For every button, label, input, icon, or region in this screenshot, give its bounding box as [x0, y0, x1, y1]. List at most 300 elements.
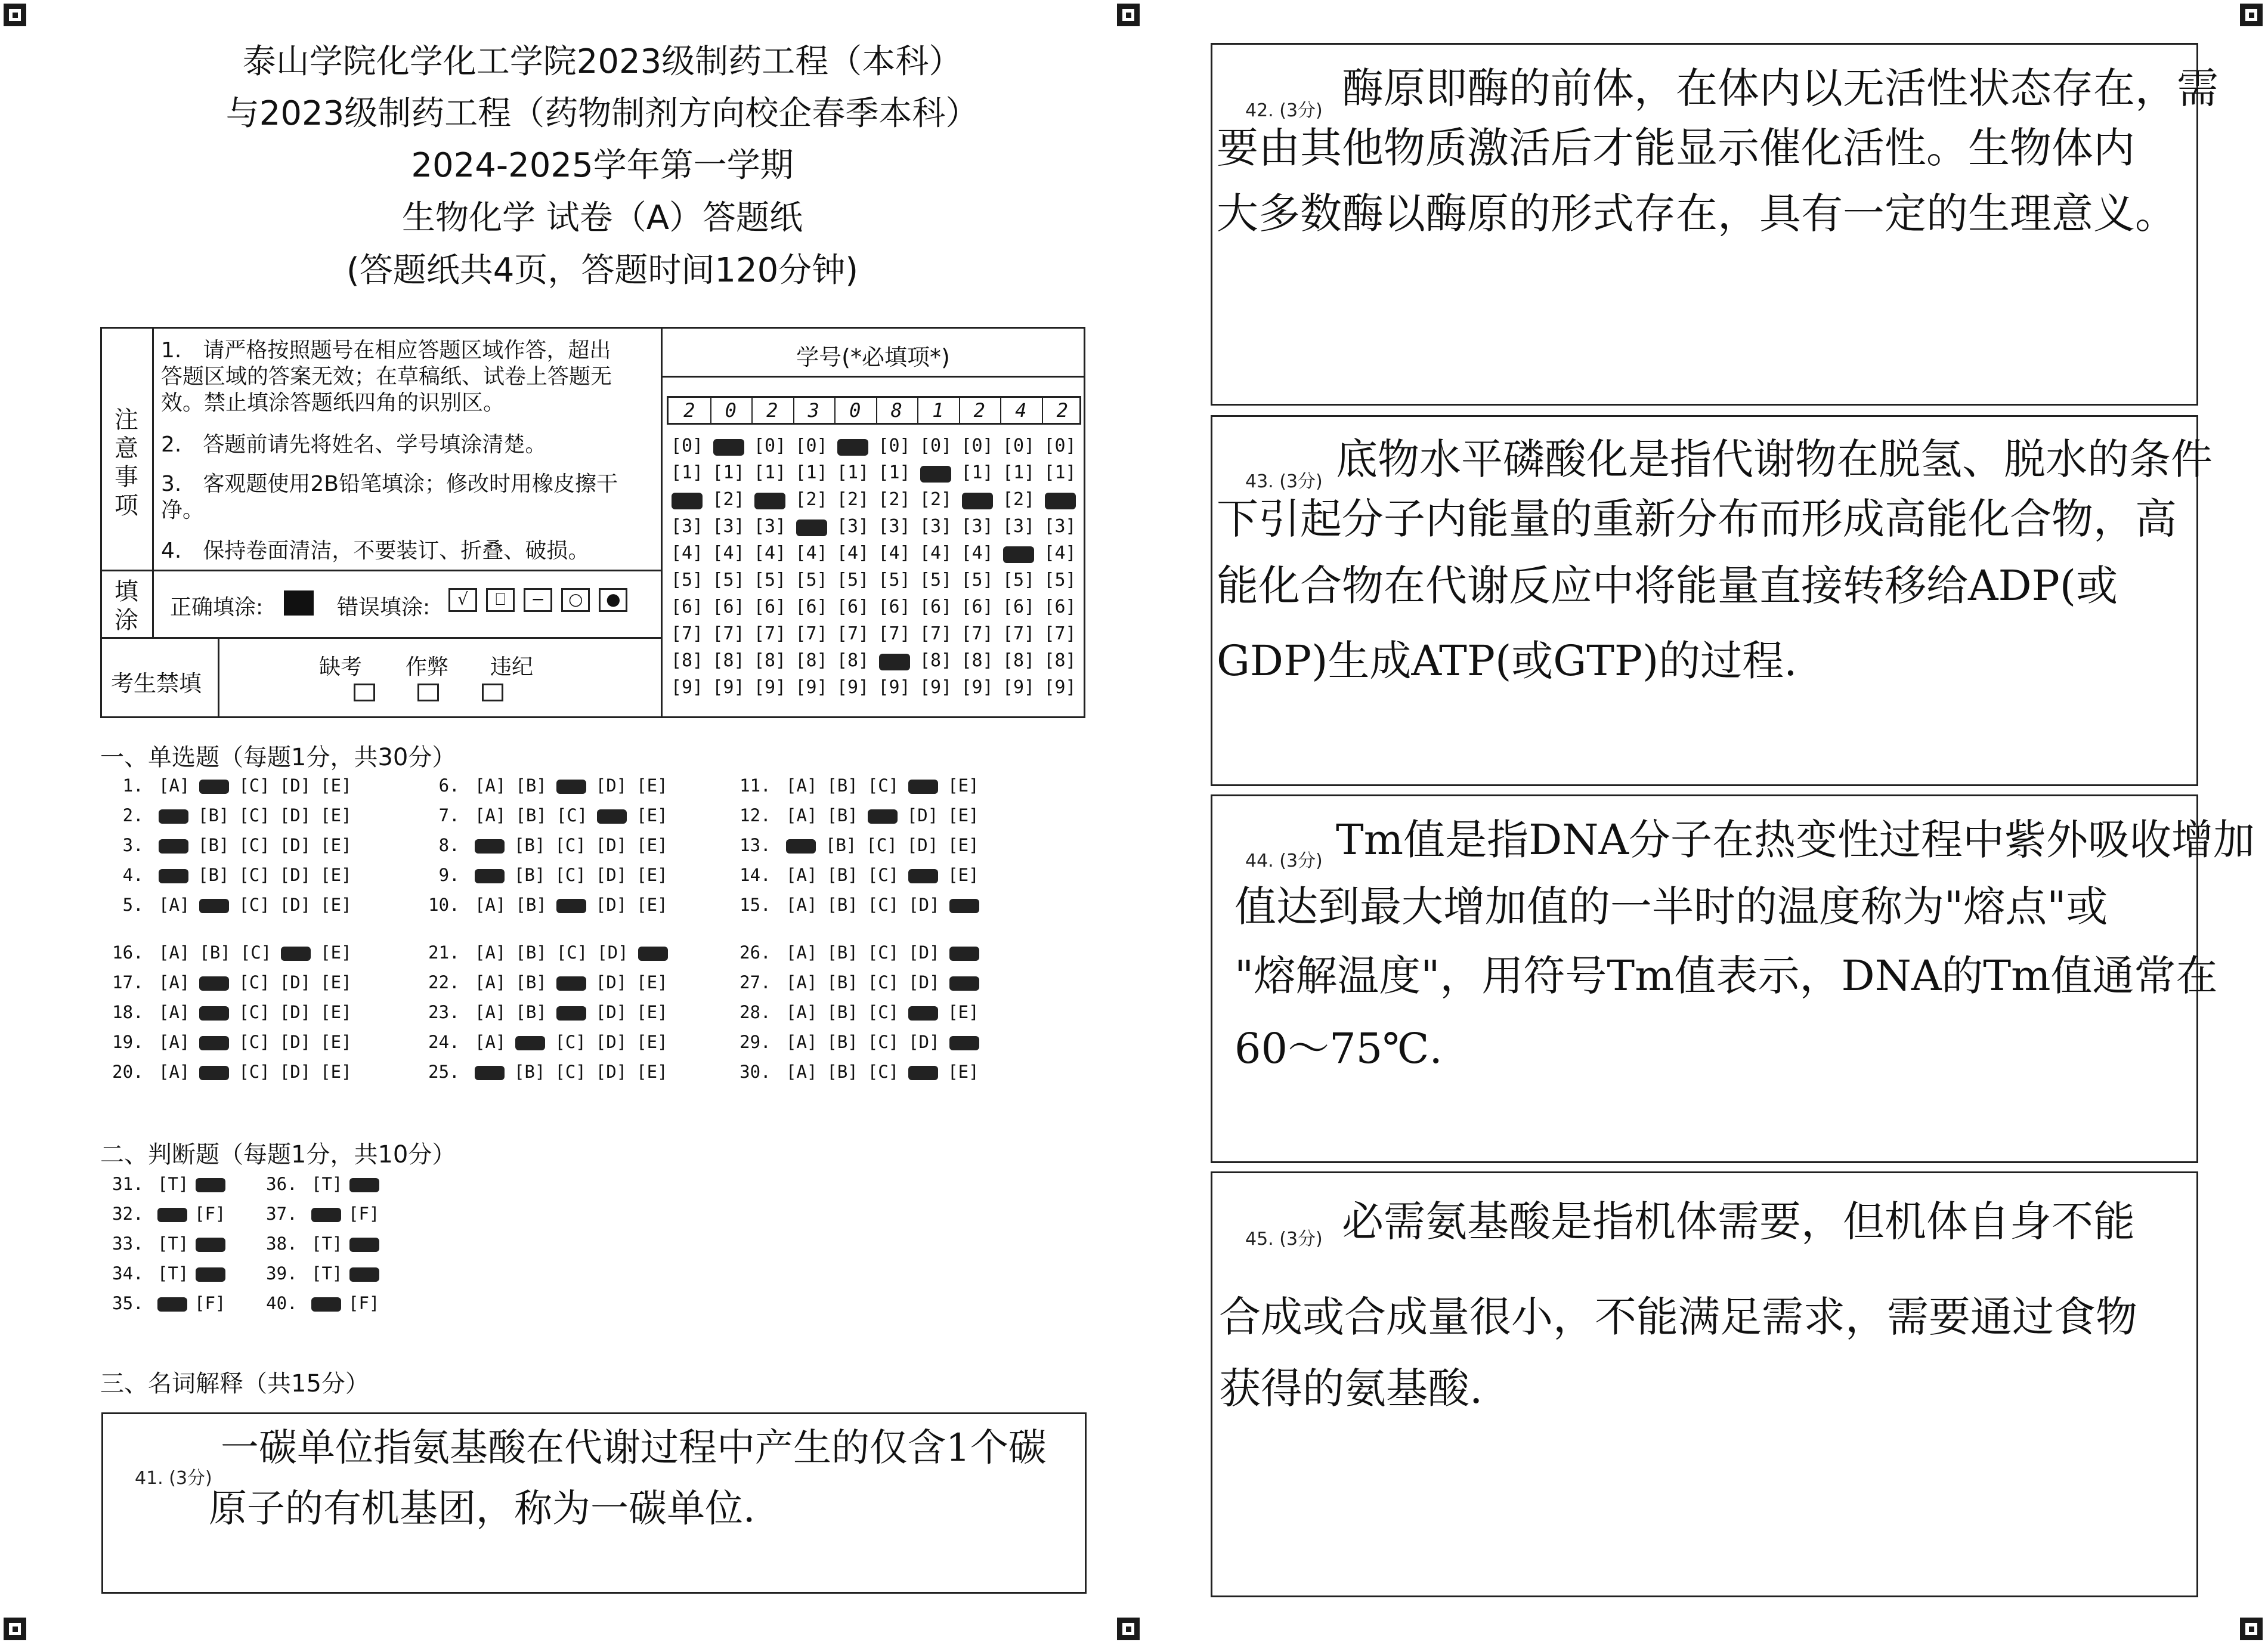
student-id-bubble[interactable]: [8] [753, 650, 787, 671]
answer-bubble[interactable]: [E] [320, 865, 352, 885]
answer-bubble[interactable]: [T] [157, 1174, 189, 1194]
answer-bubble[interactable]: [A] [159, 972, 190, 992]
answer-bubble[interactable]: [C] [239, 1002, 270, 1022]
student-id-bubble[interactable]: [0] [753, 435, 787, 456]
answer-bubble[interactable]: [B] [198, 805, 230, 825]
answer-bubble-filled[interactable] [199, 1006, 229, 1021]
student-id-bubble[interactable]: [9] [1044, 677, 1076, 698]
student-id-bubble[interactable]: [3] [919, 516, 952, 537]
answer-bubble[interactable]: [C] [867, 1062, 899, 1082]
answer-bubble-filled[interactable] [515, 1036, 545, 1050]
student-id-bubble-filled[interactable] [796, 520, 827, 536]
student-id-bubble[interactable]: [2] [836, 489, 870, 510]
student-id-bubble[interactable]: [7] [670, 623, 704, 644]
answer-bubble[interactable]: [F] [348, 1293, 380, 1313]
answer-bubble[interactable]: [B] [827, 895, 858, 915]
digit-divider [751, 398, 753, 423]
answer-bubble[interactable]: [D] [279, 835, 311, 855]
student-id-bubble[interactable]: [8] [961, 650, 994, 671]
student-id-bubble[interactable]: [6] [919, 596, 952, 617]
student-id-bubble[interactable]: [0] [1044, 435, 1076, 456]
student-id-bubble-filled[interactable] [1003, 546, 1034, 563]
answer-bubble[interactable]: [C] [239, 805, 270, 825]
answer-bubble-filled[interactable] [159, 869, 188, 883]
answer-bubble[interactable]: [E] [636, 835, 668, 855]
handwritten-line: 酶原即酶的前体，在体内以无活性状态存在，需 [1342, 64, 2219, 113]
tf-question-row [112, 1174, 229, 1194]
answer-bubble[interactable]: [C] [867, 1002, 899, 1022]
student-id-bubble[interactable]: [1] [1002, 462, 1035, 483]
answer-bubble[interactable]: [B] [515, 1002, 547, 1022]
student-id-bubble[interactable]: [5] [753, 570, 787, 590]
answer-bubble[interactable]: [A] [786, 972, 818, 992]
student-id-bubble[interactable]: [3] [670, 516, 704, 537]
tf-question-row [266, 1263, 383, 1284]
answer-bubble[interactable]: [E] [636, 775, 668, 796]
answer-bubble-filled[interactable] [199, 780, 229, 794]
answer-bubble[interactable]: [C] [555, 835, 586, 855]
student-id-bubble[interactable]: [1] [670, 462, 704, 483]
student-id-bubble[interactable]: [4] [878, 543, 911, 564]
student-id-bubble[interactable]: [1] [836, 462, 870, 483]
student-id-bubble[interactable]: [7] [1002, 623, 1035, 644]
answer-bubble[interactable]: [A] [786, 805, 818, 825]
answer-bubble-filled[interactable] [311, 1208, 341, 1222]
student-id-bubble[interactable]: [5] [670, 570, 704, 590]
student-id-bubble[interactable]: [3] [1044, 516, 1076, 537]
answer-bubble[interactable]: [A] [786, 1032, 818, 1052]
answer-bubble[interactable]: [E] [948, 835, 979, 855]
answer-bubble[interactable]: [A] [475, 895, 506, 915]
student-id-bubble[interactable]: [3] [836, 516, 870, 537]
answer-bubble-filled[interactable] [157, 1297, 187, 1312]
answer-bubble-filled[interactable] [281, 947, 311, 961]
answer-bubble[interactable]: [E] [320, 895, 352, 915]
answer-bubble-filled[interactable] [638, 947, 668, 961]
student-id-bubble-filled[interactable] [837, 439, 868, 456]
answer-bubble-filled[interactable] [908, 780, 938, 794]
student-id-bubble[interactable]: [9] [753, 677, 787, 698]
student-id-bubble[interactable]: [2] [795, 489, 828, 510]
question-number: 18. [112, 1002, 154, 1022]
answer-bubble[interactable]: [D] [279, 895, 311, 915]
student-id-bubble[interactable]: [4] [670, 543, 704, 564]
student-id-bubble[interactable]: [8] [670, 650, 704, 671]
student-id-bubble[interactable]: [2] [712, 489, 745, 510]
answer-bubble[interactable]: [C] [867, 972, 899, 992]
answer-bubble[interactable]: [D] [906, 805, 939, 825]
answer-bubble[interactable]: [B] [827, 775, 858, 796]
answer-bubble[interactable]: [A] [786, 775, 818, 796]
student-id-bubble-filled[interactable] [879, 654, 910, 670]
answer-bubble[interactable]: [C] [239, 865, 270, 885]
digit-divider [917, 398, 918, 423]
answer-bubble[interactable]: [A] [475, 1032, 506, 1052]
student-id-bubble[interactable]: [1] [795, 462, 828, 483]
student-id-bubble[interactable]: [7] [878, 623, 911, 644]
student-id-bubble[interactable]: [5] [795, 570, 828, 590]
answer-bubble[interactable]: [E] [948, 1062, 979, 1082]
answer-bubble[interactable]: [T] [311, 1263, 343, 1284]
wrong-fill-demo: − [524, 588, 552, 612]
student-id-bubble[interactable]: [7] [712, 623, 745, 644]
answer-bubble-filled[interactable] [199, 976, 229, 991]
answer-bubble-filled[interactable] [199, 1066, 229, 1080]
answer-bubble[interactable]: [B] [515, 895, 547, 915]
answer-bubble[interactable]: [D] [279, 972, 311, 992]
student-id-bubble[interactable]: [4] [795, 543, 828, 564]
answer-bubble-filled[interactable] [556, 976, 586, 991]
answer-bubble[interactable]: [E] [636, 1002, 668, 1022]
answer-bubble[interactable]: [A] [786, 895, 818, 915]
answer-bubble[interactable]: [D] [595, 972, 627, 992]
answer-bubble-filled[interactable] [949, 976, 979, 991]
student-id-bubble[interactable]: [7] [753, 623, 787, 644]
answer-bubble-filled[interactable] [949, 1036, 979, 1050]
student-id-bubble[interactable]: [9] [961, 677, 994, 698]
answer-bubble-filled[interactable] [556, 899, 586, 913]
student-id-bubble[interactable]: [5] [1002, 570, 1035, 590]
student-id-bubble[interactable]: [7] [1044, 623, 1076, 644]
answer-bubble[interactable]: [B] [199, 942, 231, 963]
tf-question-row [266, 1293, 383, 1313]
student-id-bubble-filled[interactable] [962, 493, 993, 509]
student-id-bubble-filled[interactable] [754, 493, 785, 509]
student-id-bubble[interactable]: [0] [670, 435, 704, 456]
answer-bubble[interactable]: [A] [475, 972, 506, 992]
answer-bubble[interactable]: [D] [908, 972, 940, 992]
answer-bubble[interactable]: [E] [320, 805, 352, 825]
student-id-bubble[interactable]: [6] [878, 596, 911, 617]
absent-checkbox[interactable] [354, 684, 375, 701]
divider [152, 327, 154, 637]
student-id-bubble-filled[interactable] [1045, 493, 1076, 509]
answer-bubble[interactable]: [B] [515, 805, 547, 825]
student-id-bubble[interactable]: [3] [961, 516, 994, 537]
answer-bubble-filled[interactable] [475, 839, 505, 854]
answer-bubble[interactable]: [D] [908, 942, 940, 963]
student-id-bubble[interactable]: [6] [836, 596, 870, 617]
handwritten-line: 要由其他物质激活后才能显示催化活性。生物体内 [1217, 123, 2135, 172]
student-id-bubble[interactable]: [0] [1002, 435, 1035, 456]
answer-bubble[interactable]: [D] [279, 805, 311, 825]
answer-bubble[interactable]: [D] [595, 1002, 627, 1022]
handwritten-line: 值达到最大增加值的一半时的温度称为"熔点"或 [1234, 882, 2108, 931]
answer-bubble[interactable]: [A] [475, 805, 506, 825]
student-id-bubble[interactable]: [7] [836, 623, 870, 644]
student-id-bubble[interactable]: [0] [919, 435, 952, 456]
answer-bubble[interactable]: [E] [636, 1032, 668, 1052]
student-id-bubble[interactable]: [8] [1002, 650, 1035, 671]
answer-bubble-filled[interactable] [196, 1238, 225, 1252]
answer-bubble-filled[interactable] [949, 947, 979, 961]
student-id-bubble[interactable]: [9] [712, 677, 745, 698]
answer-bubble[interactable]: [B] [514, 1062, 546, 1082]
student-id-bubble[interactable]: [4] [919, 543, 952, 564]
answer-bubble[interactable]: [A] [159, 775, 190, 796]
answer-bubble-filled[interactable] [556, 1006, 586, 1021]
answer-bubble[interactable]: [B] [515, 942, 547, 963]
student-id-bubble[interactable]: [2] [1002, 489, 1035, 510]
answer-bubble[interactable]: [C] [240, 942, 272, 963]
answer-bubble[interactable]: [A] [475, 1002, 506, 1022]
answer-bubble[interactable]: [D] [279, 1062, 311, 1082]
answer-bubble[interactable]: [D] [595, 1062, 627, 1082]
answer-bubble-filled[interactable] [786, 839, 816, 854]
answer-bubble-filled[interactable] [475, 1066, 505, 1080]
question-number: 17. [112, 972, 154, 992]
student-id-bubble[interactable]: [4] [1044, 543, 1076, 564]
answer-bubble[interactable]: [E] [636, 805, 668, 825]
student-id-bubble[interactable]: [4] [836, 543, 870, 564]
student-id-bubble[interactable]: [6] [712, 596, 745, 617]
answer-bubble-filled[interactable] [159, 809, 188, 824]
notice-label: 注 [115, 406, 138, 434]
student-id-bubble[interactable]: [7] [795, 623, 828, 644]
answer-bubble[interactable]: [T] [157, 1233, 189, 1254]
student-id-bubble[interactable]: [3] [878, 516, 911, 537]
answer-bubble[interactable]: [C] [555, 865, 586, 885]
answer-bubble[interactable]: [D] [279, 1002, 311, 1022]
answer-bubble[interactable]: [F] [348, 1204, 380, 1224]
student-id-bubble[interactable]: [6] [961, 596, 994, 617]
answer-bubble[interactable]: [C] [867, 1032, 899, 1052]
student-id-bubble[interactable]: [9] [1002, 677, 1035, 698]
answer-bubble[interactable]: [A] [786, 865, 818, 885]
answer-bubble[interactable]: [D] [906, 835, 939, 855]
answer-bubble[interactable]: [E] [948, 805, 979, 825]
mc-question-row [740, 835, 984, 855]
answer-bubble-filled[interactable] [597, 809, 627, 824]
student-id-bubble[interactable]: [1] [878, 462, 911, 483]
student-id-digit: 0 [725, 399, 737, 422]
answer-bubble[interactable]: [A] [786, 1002, 818, 1022]
answer-bubble[interactable]: [D] [279, 1032, 311, 1052]
answer-bubble[interactable]: [B] [198, 865, 230, 885]
answer-bubble[interactable]: [B] [515, 775, 547, 796]
student-id-bubble[interactable]: [5] [919, 570, 952, 590]
answer-bubble[interactable]: [C] [867, 865, 899, 885]
answer-bubble[interactable]: [A] [159, 942, 190, 963]
answer-bubble[interactable]: [E] [948, 865, 979, 885]
answer-bubble-filled[interactable] [196, 1178, 225, 1192]
student-id-bubble[interactable]: [7] [961, 623, 994, 644]
student-id-bubble[interactable]: [9] [836, 677, 870, 698]
answer-bubble[interactable]: [B] [198, 835, 230, 855]
answer-bubble[interactable]: [B] [827, 1032, 858, 1052]
answer-bubble[interactable]: [E] [320, 942, 352, 963]
student-id-bubble[interactable]: [1] [753, 462, 787, 483]
answer-bubble[interactable]: [C] [867, 895, 899, 915]
answer-bubble[interactable]: [E] [320, 1032, 352, 1052]
student-id-bubble[interactable]: [6] [795, 596, 828, 617]
student-id-bubble[interactable]: [9] [878, 677, 911, 698]
answer-bubble-filled[interactable] [908, 869, 938, 883]
answer-bubble[interactable]: [E] [320, 1002, 352, 1022]
answer-bubble[interactable]: [C] [239, 1032, 270, 1052]
answer-bubble[interactable]: [E] [320, 972, 352, 992]
answer-bubble[interactable]: [E] [636, 1062, 668, 1082]
answer-bubble-filled[interactable] [349, 1267, 379, 1282]
answer-bubble[interactable]: [D] [908, 1032, 940, 1052]
answer-bubble[interactable]: [C] [239, 1062, 270, 1082]
answer-bubble[interactable]: [E] [320, 775, 352, 796]
answer-bubble[interactable]: [A] [475, 942, 506, 963]
question-number: 31. [112, 1174, 154, 1194]
answer-bubble-filled[interactable] [199, 1036, 229, 1050]
student-id-bubble[interactable]: [5] [878, 570, 911, 590]
cheat-checkbox[interactable] [417, 684, 439, 701]
answer-bubble[interactable]: [E] [636, 972, 668, 992]
student-id-bubble[interactable]: [1] [712, 462, 745, 483]
answer-bubble[interactable]: [A] [159, 1062, 190, 1082]
student-id-bubble[interactable]: [8] [712, 650, 745, 671]
answer-bubble[interactable]: [E] [320, 835, 352, 855]
student-id-bubble-filled[interactable] [920, 466, 951, 483]
student-id-bubble-filled[interactable] [713, 439, 744, 456]
digit-divider [710, 398, 711, 423]
student-id-bubble[interactable]: [3] [1002, 516, 1035, 537]
student-id-bubble[interactable]: [1] [961, 462, 994, 483]
answer-bubble[interactable]: [B] [827, 805, 858, 825]
student-id-bubble[interactable]: [8] [795, 650, 828, 671]
student-id-bubble[interactable]: [8] [1044, 650, 1076, 671]
student-id-bubble[interactable]: [3] [753, 516, 787, 537]
answer-bubble[interactable]: [C] [555, 1032, 586, 1052]
student-id-bubble[interactable]: [5] [1044, 570, 1076, 590]
answer-bubble[interactable]: [C] [556, 942, 588, 963]
answer-bubble[interactable]: [A] [786, 1062, 818, 1082]
answer-bubble[interactable]: [D] [279, 865, 311, 885]
answer-bubble[interactable]: [F] [194, 1293, 226, 1313]
answer-bubble[interactable]: [E] [636, 895, 668, 915]
corner-marker [4, 4, 26, 26]
student-id-bubble[interactable]: [6] [670, 596, 704, 617]
correct-fill-label: 正确填涂: [170, 595, 264, 620]
answer-bubble-filled[interactable] [868, 809, 898, 824]
answer-bubble[interactable]: [C] [556, 805, 588, 825]
answer-bubble[interactable]: [C] [867, 775, 899, 796]
student-id-bubble[interactable]: [1] [1044, 462, 1076, 483]
section1-title: 一、单选题（每题1分，共30分） [100, 744, 456, 771]
answer-bubble[interactable]: [A] [159, 1002, 190, 1022]
student-id-bubble[interactable]: [9] [919, 677, 952, 698]
student-id-bubble[interactable]: [3] [712, 516, 745, 537]
answer-bubble[interactable]: [B] [827, 865, 858, 885]
answer-bubble[interactable]: [T] [311, 1174, 343, 1194]
student-id-bubble[interactable]: [9] [795, 677, 828, 698]
answer-bubble[interactable]: [C] [555, 1062, 586, 1082]
answer-bubble[interactable]: [A] [159, 895, 190, 915]
answer-bubble[interactable]: [B] [825, 835, 857, 855]
answer-bubble-filled[interactable] [159, 839, 188, 854]
answer-bubble-filled[interactable] [349, 1238, 379, 1252]
student-id-bubble[interactable]: [0] [795, 435, 828, 456]
tf-question-row [112, 1263, 229, 1284]
answer-bubble[interactable]: [D] [908, 895, 940, 915]
answer-bubble[interactable]: [C] [867, 942, 899, 963]
answer-bubble[interactable]: [B] [827, 1062, 858, 1082]
answer-bubble-filled[interactable] [556, 780, 586, 794]
question-number: 45. (3分) [1245, 1229, 1323, 1250]
notice-label: 意 [115, 435, 138, 462]
answer-bubble[interactable]: [E] [320, 1062, 352, 1082]
answer-bubble[interactable]: [C] [239, 835, 270, 855]
student-id-bubble[interactable]: [8] [836, 650, 870, 671]
handwritten-line: GDP)生成ATP(或GTP)的过程. [1217, 636, 1797, 685]
answer-bubble[interactable]: [C] [239, 775, 270, 796]
student-id-bubble[interactable]: [6] [1044, 596, 1076, 617]
answer-bubble[interactable]: [A] [786, 942, 818, 963]
answer-bubble[interactable]: [T] [311, 1233, 343, 1254]
student-id-bubble[interactable]: [4] [712, 543, 745, 564]
answer-bubble[interactable]: [B] [827, 942, 858, 963]
student-id-bubble-filled[interactable] [672, 493, 703, 509]
answer-bubble-filled[interactable] [349, 1178, 379, 1192]
student-id-digit: 2 [1056, 399, 1068, 422]
mc-question-row [428, 1032, 673, 1052]
student-id-bubble[interactable]: [4] [961, 543, 994, 564]
answer-bubble[interactable]: [B] [827, 972, 858, 992]
student-id-bubble[interactable]: [7] [919, 623, 952, 644]
answer-bubble[interactable]: [D] [595, 775, 627, 796]
student-id-bubble[interactable]: [2] [878, 489, 911, 510]
student-id-bubble[interactable]: [5] [961, 570, 994, 590]
student-id-bubble[interactable]: [5] [712, 570, 745, 590]
answer-bubble[interactable]: [D] [597, 942, 629, 963]
student-id-bubble[interactable]: [5] [836, 570, 870, 590]
answer-bubble[interactable]: [D] [595, 1032, 627, 1052]
answer-bubble[interactable]: [D] [595, 835, 627, 855]
answer-bubble[interactable]: [E] [948, 775, 979, 796]
answer-bubble[interactable]: [B] [827, 1002, 858, 1022]
answer-bubble[interactable]: [C] [866, 835, 898, 855]
answer-bubble[interactable]: [F] [194, 1204, 226, 1224]
answer-bubble[interactable]: [C] [239, 972, 270, 992]
answer-bubble[interactable]: [A] [475, 775, 506, 796]
answer-bubble[interactable]: [E] [948, 1002, 979, 1022]
answer-bubble-filled[interactable] [908, 1066, 938, 1080]
student-id-bubble[interactable]: [9] [670, 677, 704, 698]
student-id-bubble[interactable]: [6] [753, 596, 787, 617]
violation-checkbox[interactable] [482, 684, 503, 701]
answer-bubble[interactable]: [T] [157, 1263, 189, 1284]
answer-bubble-filled[interactable] [196, 1267, 225, 1282]
answer-bubble-filled[interactable] [311, 1297, 341, 1312]
answer-bubble[interactable]: [D] [595, 865, 627, 885]
answer-bubble-filled[interactable] [949, 899, 979, 913]
student-id-bubble[interactable]: [0] [961, 435, 994, 456]
student-id-bubble[interactable]: [0] [878, 435, 911, 456]
answer-bubble[interactable]: [B] [514, 835, 546, 855]
answer-bubble[interactable]: [C] [239, 895, 270, 915]
answer-bubble[interactable]: [D] [595, 895, 627, 915]
student-id-bubble[interactable]: [8] [919, 650, 952, 671]
student-id-bubble[interactable]: [4] [753, 543, 787, 564]
student-id-digit: 2 [973, 399, 985, 422]
student-id-bubble[interactable]: [6] [1002, 596, 1035, 617]
answer-bubble[interactable]: [E] [636, 865, 668, 885]
answer-bubble[interactable]: [D] [279, 775, 311, 796]
answer-bubble-filled[interactable] [199, 899, 229, 913]
answer-bubble-filled[interactable] [475, 869, 505, 883]
student-id-bubble[interactable]: [2] [919, 489, 952, 510]
answer-bubble[interactable]: [A] [159, 1032, 190, 1052]
answer-bubble[interactable]: [B] [514, 865, 546, 885]
answer-bubble-filled[interactable] [157, 1208, 187, 1222]
answer-bubble[interactable]: [B] [515, 972, 547, 992]
answer-bubble-filled[interactable] [908, 1006, 938, 1021]
